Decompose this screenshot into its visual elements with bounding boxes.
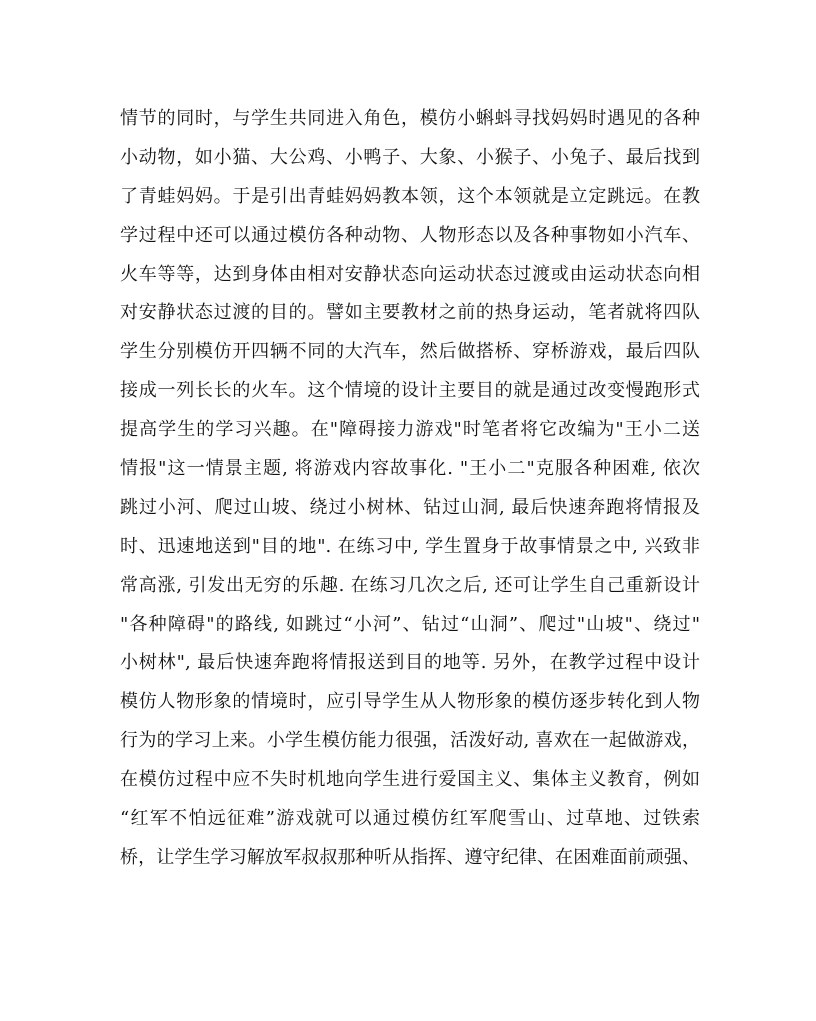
text-line: 了青蛙妈妈。于是引出青蛙妈妈教本领，这个本领就是立定跳远。在教: [120, 185, 700, 207]
text-line: 对安静状态过渡的目的。譬如主要教材之前的热身运动，笔者就将四队: [120, 302, 700, 324]
text-line: 跳过小河、爬过山坡、绕过小树林、钻过山洞, 最后快速奔跑将情报及: [120, 496, 700, 518]
text-line: 桥，让学生学习解放军叔叔那种听从指挥、遵守纪律、在困难面前顽强、: [120, 846, 700, 868]
text-line: 提高学生的学习兴趣。在"障碍接力游戏"时笔者将它改编为"王小二送: [120, 419, 700, 441]
text-line: 模仿人物形象的情境时，应引导学生从人物形象的模仿逐步转化到人物: [120, 691, 700, 713]
text-line: 小动物，如小猫、大公鸡、小鸭子、大象、小猴子、小兔子、最后找到: [120, 146, 700, 168]
text-line: 情报"这一情景主题, 将游戏内容故事化. "王小二"克服各种困难, 依次: [120, 458, 700, 480]
text-line: 情节的同时，与学生共同进入角色，模仿小蝌蚪寻找妈妈时遇见的各种: [120, 108, 700, 129]
text-line: 常高涨, 引发出无穷的乐趣. 在练习几次之后, 还可让学生自己重新设计: [120, 574, 700, 596]
text-line: 学生分别模仿开四辆不同的大汽车，然后做搭桥、穿桥游戏，最后四队: [120, 341, 700, 363]
text-line: 时、迅速地送到"目的地". 在练习中, 学生置身于故事情景之中, 兴致非: [120, 535, 700, 557]
text-line: 火车等等，达到身体由相对安静状态向运动状态过渡或由运动状态向相: [120, 263, 700, 285]
body-text: [120, 100, 700, 878]
text-line: 小树林", 最后快速奔跑将情报送到目的地等. 另外，在教学过程中设计: [120, 652, 700, 674]
text-line: 行为的学习上来。小学生模仿能力很强，活泼好动, 喜欢在一起做游戏，: [120, 730, 700, 752]
text-line: 学过程中还可以通过模仿各种动物、人物形态以及各种事物如小汽车、: [120, 224, 700, 246]
text-line: 接成一列长长的火车。这个情境的设计主要目的就是通过改变慢跑形式: [120, 380, 700, 402]
text-line: 在模仿过程中应不失时机地向学生进行爱国主义、集体主义教育，例如: [120, 769, 700, 791]
text-line: “红军不怕远征难”游戏就可以通过模仿红军爬雪山、过草地、过铁索: [120, 808, 700, 830]
text-line: "各种障碍"的路线, 如跳过“小河”、钻过“山洞”、爬过"山坡"、绕过": [120, 613, 700, 635]
